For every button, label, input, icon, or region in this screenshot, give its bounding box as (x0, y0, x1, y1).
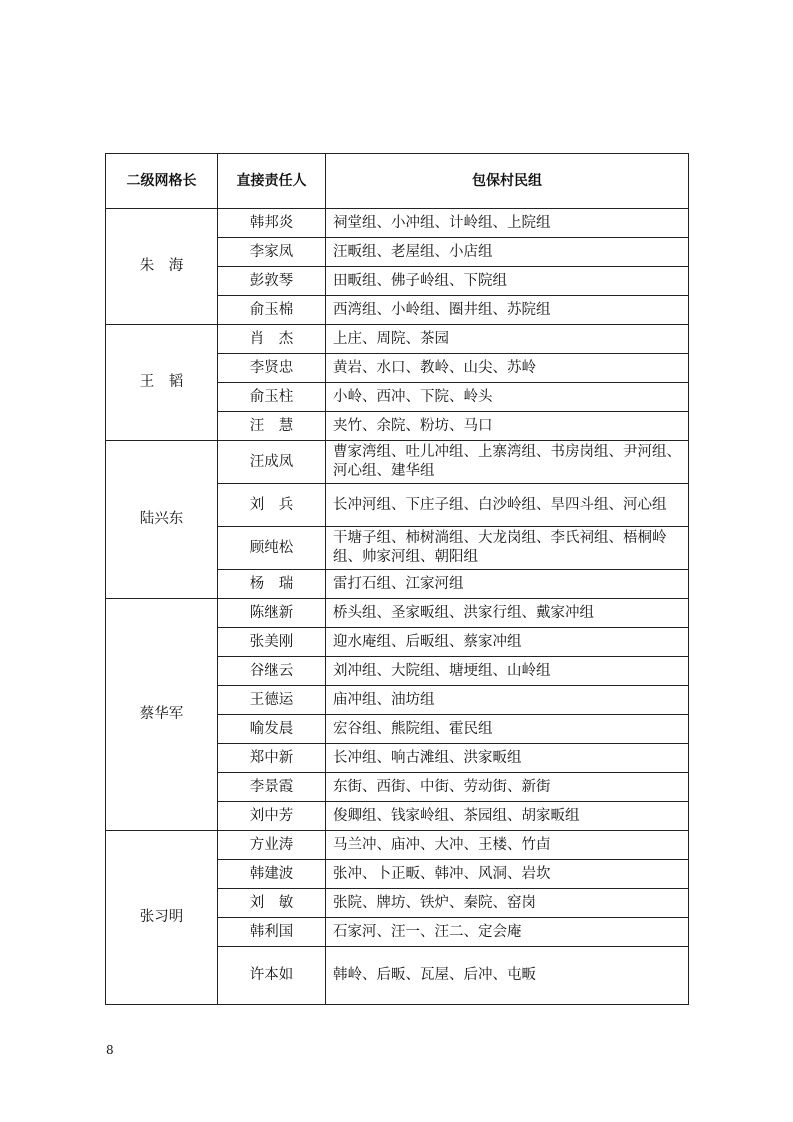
table-row (106, 831, 689, 860)
direct-person-cell: 王德运 (218, 686, 326, 715)
village-groups-cell: 小岭、西冲、下院、岭头 (326, 383, 689, 412)
village-groups-cell: 张冲、卜正畈、韩冲、风洞、岩坎 (326, 860, 689, 889)
village-groups-cell: 石家河、汪一、汪二、定会庵 (326, 918, 689, 947)
direct-person-cell: 许本如 (218, 947, 326, 1005)
direct-person-cell: 陈继新 (218, 599, 326, 628)
table-row (106, 325, 689, 354)
table-row (106, 599, 689, 628)
village-groups-cell: 刘冲组、大院组、塘埂组、山岭组 (326, 657, 689, 686)
direct-person-cell: 李家凤 (218, 238, 326, 267)
direct-person-cell: 谷继云 (218, 657, 326, 686)
village-groups-cell: 马兰冲、庙冲、大冲、王楼、竹卣 (326, 831, 689, 860)
direct-person-cell: 方业涛 (218, 831, 326, 860)
village-groups-cell: 曹家湾组、吐儿冲组、上寨湾组、书房岗组、尹河组、河心组、建华组 (326, 441, 689, 484)
village-groups-cell: 韩岭、后畈、瓦屋、后冲、屯畈 (326, 947, 689, 1005)
village-groups-cell: 雷打石组、江家河组 (326, 570, 689, 599)
village-groups-cell: 庙冲组、油坊组 (326, 686, 689, 715)
village-groups-cell: 夹竹、余院、粉坊、马口 (326, 412, 689, 441)
grid-leader-cell: 朱 海 (106, 209, 218, 325)
village-groups-cell: 迎水庵组、后畈组、蔡家冲组 (326, 628, 689, 657)
table-row (106, 441, 689, 484)
table-row (106, 209, 689, 238)
direct-person-cell: 刘中芳 (218, 802, 326, 831)
direct-person-cell: 顾纯松 (218, 527, 326, 570)
direct-person-cell: 郑中新 (218, 744, 326, 773)
header-direct-person: 直接责任人 (218, 154, 326, 209)
responsibility-table (105, 153, 689, 1005)
grid-leader-cell: 蔡华军 (106, 599, 218, 831)
village-groups-cell: 张院、牌坊、铁炉、秦院、窑岗 (326, 889, 689, 918)
header-village-groups: 包保村民组 (326, 154, 689, 209)
table-body (106, 209, 689, 1005)
grid-leader-cell: 王 韬 (106, 325, 218, 441)
direct-person-cell: 杨 瑞 (218, 570, 326, 599)
direct-person-cell: 刘 敏 (218, 889, 326, 918)
direct-person-cell: 韩利国 (218, 918, 326, 947)
header-row (106, 154, 689, 209)
village-groups-cell: 祠堂组、小冲组、计岭组、上院组 (326, 209, 689, 238)
village-groups-cell: 黄岩、水口、教岭、山尖、苏岭 (326, 354, 689, 383)
direct-person-cell: 刘 兵 (218, 484, 326, 527)
header-grid-leader: 二级网格长 (106, 154, 218, 209)
village-groups-cell: 东街、西街、中街、劳动街、新街 (326, 773, 689, 802)
grid-leader-cell: 陆兴东 (106, 441, 218, 599)
village-groups-cell: 长冲组、响古滩组、洪家畈组 (326, 744, 689, 773)
village-groups-cell: 俊卿组、钱家岭组、茶园组、胡家畈组 (326, 802, 689, 831)
village-groups-cell: 长冲河组、下庄子组、白沙岭组、旱四斗组、河心组 (326, 484, 689, 527)
direct-person-cell: 韩建波 (218, 860, 326, 889)
direct-person-cell: 喻发晨 (218, 715, 326, 744)
direct-person-cell: 汪 慧 (218, 412, 326, 441)
village-groups-cell: 西湾组、小岭组、圈井组、苏院组 (326, 296, 689, 325)
village-groups-cell: 汪畈组、老屋组、小店组 (326, 238, 689, 267)
village-groups-cell: 干塘子组、柿树淌组、大龙岗组、李氏祠组、梧桐岭组、帅家河组、朝阳组 (326, 527, 689, 570)
grid-leader-cell: 张习明 (106, 831, 218, 1005)
page-number: 8 (106, 1043, 114, 1057)
village-groups-cell: 桥头组、圣家畈组、洪家行组、戴家冲组 (326, 599, 689, 628)
direct-person-cell: 彭敦琴 (218, 267, 326, 296)
direct-person-cell: 李景霞 (218, 773, 326, 802)
village-groups-cell: 田畈组、佛子岭组、下院组 (326, 267, 689, 296)
village-groups-cell: 宏谷组、熊院组、霍民组 (326, 715, 689, 744)
direct-person-cell: 张美刚 (218, 628, 326, 657)
village-groups-cell: 上庄、周院、茶园 (326, 325, 689, 354)
direct-person-cell: 俞玉柱 (218, 383, 326, 412)
direct-person-cell: 汪成凤 (218, 441, 326, 484)
direct-person-cell: 韩邦炎 (218, 209, 326, 238)
direct-person-cell: 俞玉棉 (218, 296, 326, 325)
direct-person-cell: 李贤忠 (218, 354, 326, 383)
direct-person-cell: 肖 杰 (218, 325, 326, 354)
